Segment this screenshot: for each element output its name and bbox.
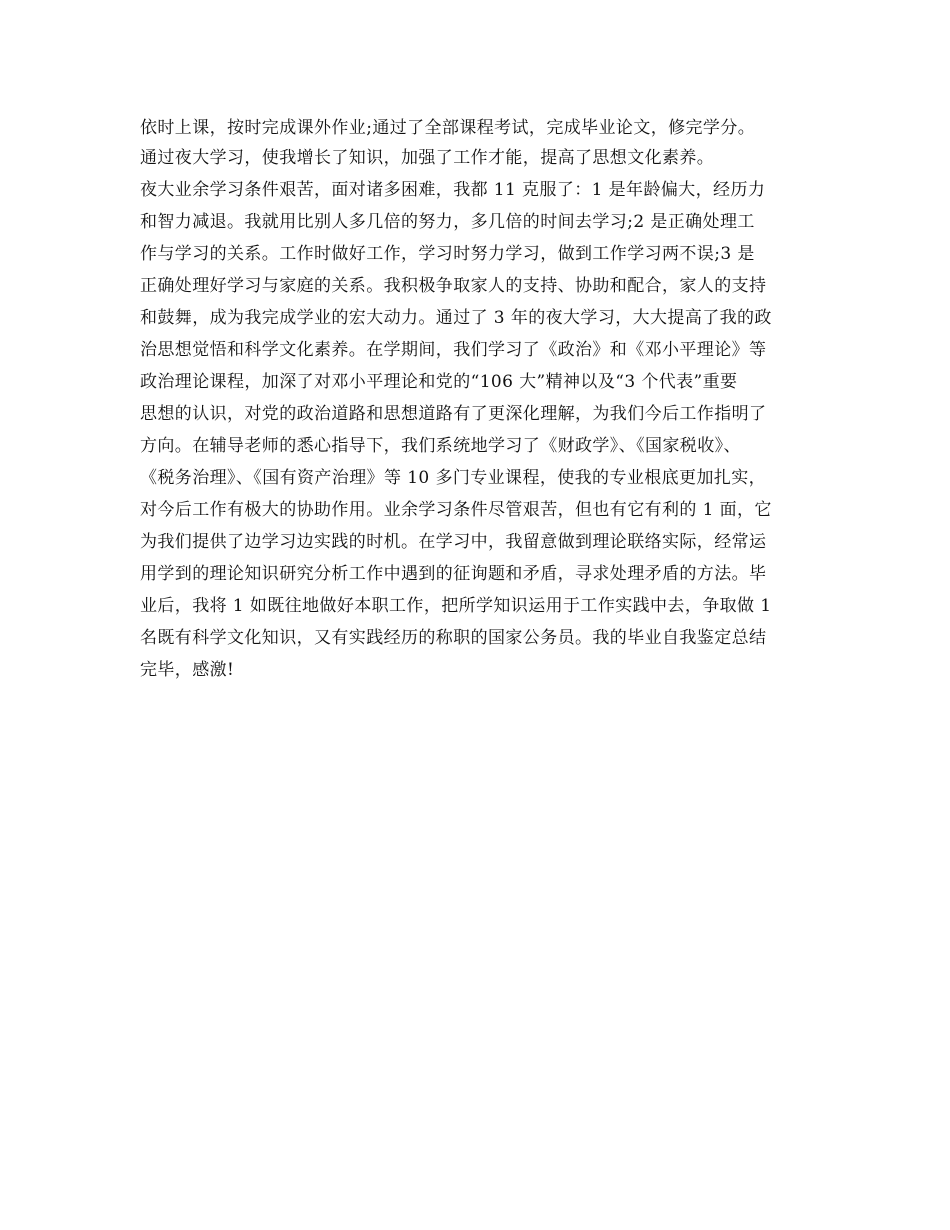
text-line: 业后，我将 1 如既往地做好本职工作，把所学知识运用于工作实践中去，争取做 1 [140,596,772,616]
text-line: 名既有科学文化知识，又有实践经历的称职的国家公务员。我的毕业自我鉴定总结 [140,628,767,648]
text-line: 作与学习的关系。工作时做好工作，学习时努力学习，做到工作学习两不误;3 是 [140,244,755,264]
text-line: 夜大业余学习条件艰苦，面对诸多困难，我都 11 克服了：1 是年龄偏大，经历力 [140,180,766,200]
text-line: 和智力减退。我就用比别人多几倍的努力，多几倍的时间去学习;2 是正确处理工 [140,212,755,232]
text-line: 正确处理好学习与家庭的关系。我积极争取家人的支持、协助和配合，家人的支持 [140,276,767,296]
text-line: 通过夜大学习，使我增长了知识，加强了工作才能，提高了思想文化素养。 [140,148,715,168]
text-line: 和鼓舞，成为我完成学业的宏大动力。通过了 3 年的夜大学习，大大提高了我的政 [140,308,772,328]
text-line: 完毕，感激! [140,660,235,680]
text-line: 《税务治理》、《国有资产治理》等 10 多门专业课程，使我的专业根底更加扎实， [140,468,767,488]
document-body [140,112,840,686]
text-line: 方向。在辅导老师的悉心指导下，我们系统地学习了《财政学》、《国家税收》、 [140,436,741,456]
text-line: 依时上课，按时完成课外作业;通过了全部课程考试，完成毕业论文，修完学分。 [140,118,756,138]
text-line: 政治理论课程，加深了对邓小平理论和党的“106 大”精神以及“3 个代表”重要 [140,372,738,392]
text-line: 为我们提供了边学习边实践的时机。在学习中，我留意做到理论联络实际，经常运 [140,532,767,552]
text-line: 对今后工作有极大的协助作用。业余学习条件尽管艰苦，但也有它有利的 1 面，它 [140,500,772,520]
text-line: 思想的认识，对党的政治道路和思想道路有了更深化理解，为我们今后工作指明了 [140,404,767,424]
text-line: 用学到的理论知识研究分析工作中遇到的征询题和矛盾，寻求处理矛盾的方法。毕 [140,564,767,584]
text-line: 治思想觉悟和科学文化素养。在学期间，我们学习了《政治》和《邓小平理论》等 [140,340,767,360]
